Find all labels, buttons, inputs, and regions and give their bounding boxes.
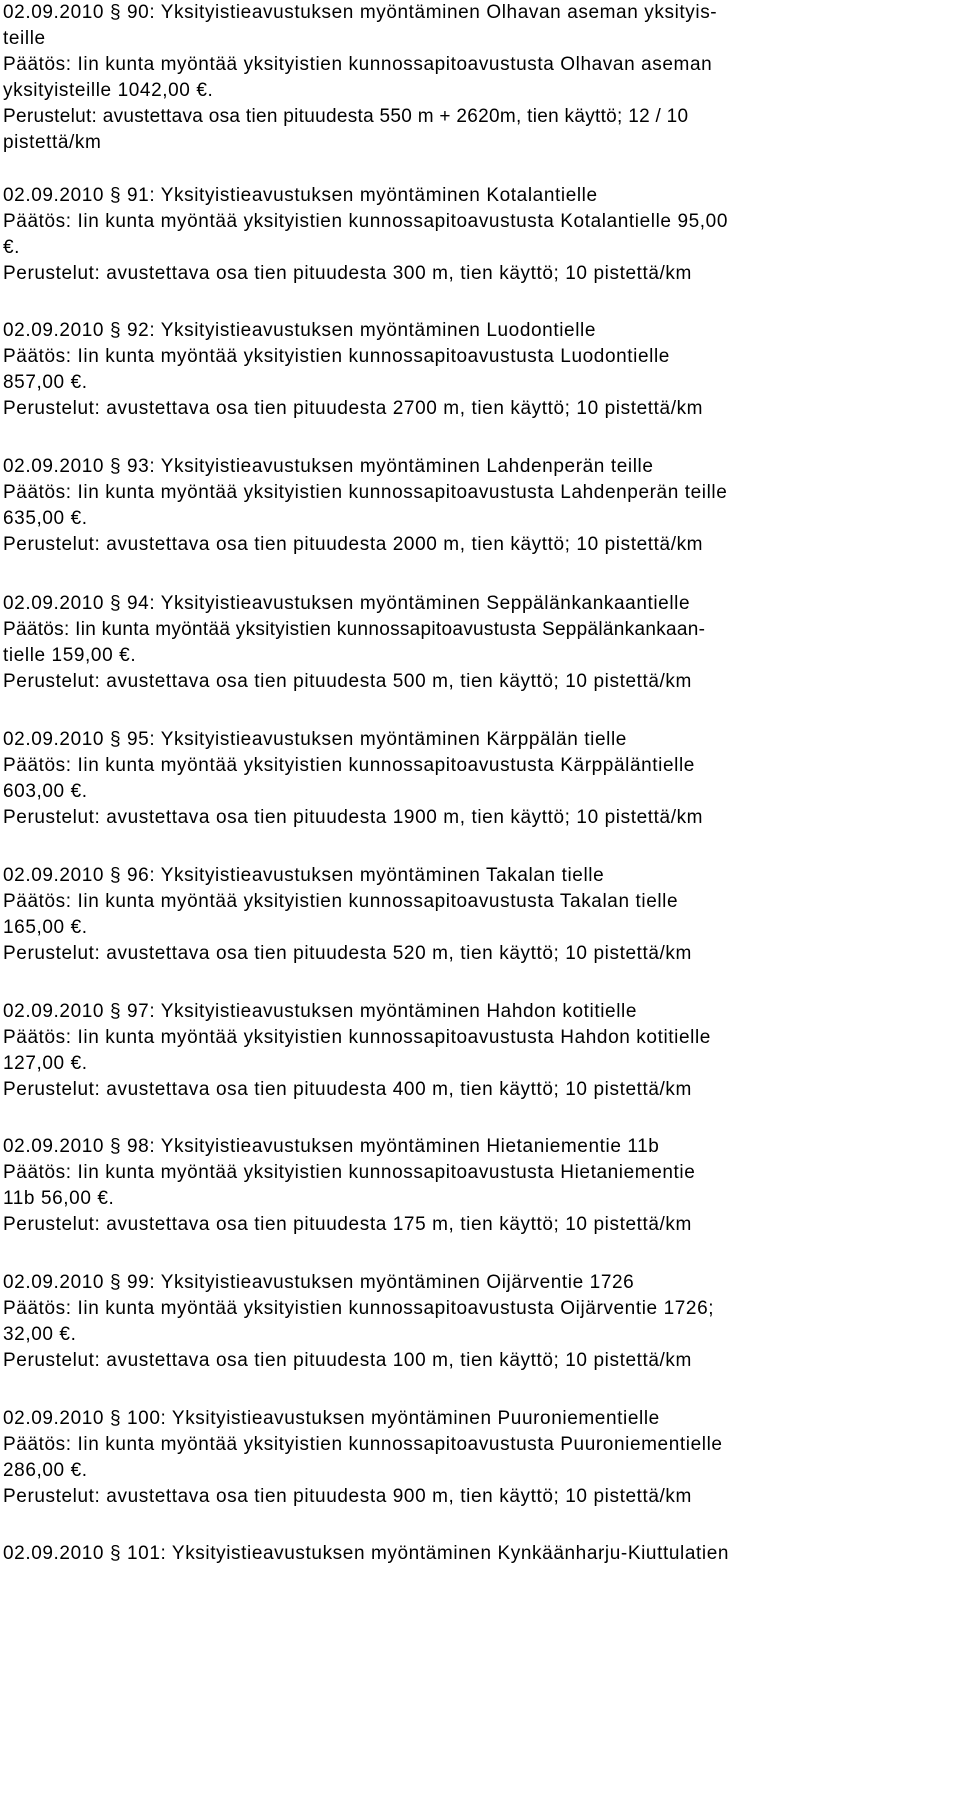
entry-heading: 02.09.2010 § 91: Yksityistieavustuksen myöntäminen Kotalantielle — [3, 185, 598, 206]
decision-entry-95 — [3, 727, 703, 831]
decision-entry-92 — [3, 318, 703, 422]
entry-decision-continued: 286,00 €. — [3, 1460, 88, 1481]
entry-heading: 02.09.2010 § 94: Yksityistieavustuksen myöntäminen Seppälänkankaantielle — [3, 593, 691, 614]
entry-decision: Päätös: Iin kunta myöntää yksityistien kunnossapitoavustusta Lahdenperän teille — [3, 482, 728, 503]
entry-reasoning: Perustelut: avustettava osa tien pituudesta 550 m + 2620m, tien käyttö; 12 / 10 — [3, 106, 689, 127]
entry-reasoning: Perustelut: avustettava osa tien pituudesta 900 m, tien käyttö; 10 pistettä/km — [3, 1486, 692, 1507]
entry-heading-continued: teille — [3, 28, 46, 49]
entry-decision-continued: tielle 159,00 €. — [3, 645, 137, 666]
entry-heading: 02.09.2010 § 90: Yksityistieavustuksen myöntäminen Olhavan aseman yksityis- — [3, 2, 718, 23]
entry-reasoning: Perustelut: avustettava osa tien pituudesta 2700 m, tien käyttö; 10 pistettä/km — [3, 398, 704, 419]
entry-decision-continued: 165,00 €. — [3, 917, 88, 938]
decision-entry-94 — [3, 591, 705, 695]
entry-reasoning: Perustelut: avustettava osa tien pituudesta 175 m, tien käyttö; 10 pistettä/km — [3, 1214, 692, 1235]
entry-heading: 02.09.2010 § 99: Yksityistieavustuksen myöntäminen Oijärventie 1726 — [3, 1272, 635, 1293]
decision-entry-98 — [3, 1134, 695, 1238]
entry-decision-continued: 11b 56,00 €. — [3, 1188, 115, 1209]
entry-heading: 02.09.2010 § 98: Yksityistieavustuksen myöntäminen Hietaniementie 11b — [3, 1136, 660, 1157]
entry-decision: Päätös: Iin kunta myöntää yksityistien kunnossapitoavustusta Seppälänkankaan- — [3, 619, 706, 640]
entry-decision-continued: 127,00 €. — [3, 1053, 88, 1074]
entry-decision: Päätös: Iin kunta myöntää yksityistien kunnossapitoavustusta Hietaniementie — [3, 1162, 696, 1183]
entry-reasoning: Perustelut: avustettava osa tien pituudesta 300 m, tien käyttö; 10 pistettä/km — [3, 263, 692, 284]
entry-heading: 02.09.2010 § 101: Yksityistieavustuksen myöntäminen Kynkäänharju-Kiuttulatien — [3, 1543, 730, 1564]
entry-decision-continued: €. — [3, 237, 21, 258]
entry-decision: Päätös: Iin kunta myöntää yksityistien kunnossapitoavustusta Puuroniementielle — [3, 1434, 723, 1455]
entry-heading: 02.09.2010 § 93: Yksityistieavustuksen myöntäminen Lahdenperän teille — [3, 456, 654, 477]
entry-decision-continued: 32,00 €. — [3, 1324, 77, 1345]
entry-heading: 02.09.2010 § 95: Yksityistieavustuksen myöntäminen Kärppälän tielle — [3, 729, 627, 750]
decision-entry-93 — [3, 454, 727, 558]
entry-reasoning: Perustelut: avustettava osa tien pituudesta 1900 m, tien käyttö; 10 pistettä/km — [3, 807, 704, 828]
entry-heading: 02.09.2010 § 97: Yksityistieavustuksen myöntäminen Hahdon kotitielle — [3, 1001, 638, 1022]
decision-entry-100 — [3, 1406, 723, 1510]
decision-entry-90 — [3, 0, 717, 156]
entry-decision-continued: 635,00 €. — [3, 508, 88, 529]
decision-entry-101 — [3, 1541, 729, 1567]
entry-reasoning: Perustelut: avustettava osa tien pituudesta 100 m, tien käyttö; 10 pistettä/km — [3, 1350, 692, 1371]
decision-entry-97 — [3, 999, 711, 1103]
entry-decision: Päätös: Iin kunta myöntää yksityistien kunnossapitoavustusta Takalan tielle — [3, 891, 679, 912]
entry-decision: Päätös: Iin kunta myöntää yksityistien kunnossapitoavustusta Kärppäläntielle — [3, 755, 695, 776]
entry-reasoning: Perustelut: avustettava osa tien pituudesta 520 m, tien käyttö; 10 pistettä/km — [3, 943, 692, 964]
entry-heading: 02.09.2010 § 100: Yksityistieavustuksen myöntäminen Puuroniementielle — [3, 1408, 660, 1429]
entry-decision-continued: 603,00 €. — [3, 781, 88, 802]
entry-heading: 02.09.2010 § 92: Yksityistieavustuksen myöntäminen Luodontielle — [3, 320, 597, 341]
entry-heading: 02.09.2010 § 96: Yksityistieavustuksen myöntäminen Takalan tielle — [3, 865, 605, 886]
entry-decision: Päätös: Iin kunta myöntää yksityistien kunnossapitoavustusta Kotalantielle 95,00 — [3, 211, 729, 232]
entry-reasoning: Perustelut: avustettava osa tien pituudesta 400 m, tien käyttö; 10 pistettä/km — [3, 1079, 692, 1100]
entry-decision-continued: yksityisteille 1042,00 €. — [3, 80, 214, 101]
entry-reasoning: Perustelut: avustettava osa tien pituudesta 500 m, tien käyttö; 10 pistettä/km — [3, 671, 692, 692]
entry-reasoning: Perustelut: avustettava osa tien pituudesta 2000 m, tien käyttö; 10 pistettä/km — [3, 534, 704, 555]
entry-reasoning-continued: pistettä/km — [3, 132, 102, 153]
entry-decision-continued: 857,00 €. — [3, 372, 88, 393]
entry-decision: Päätös: Iin kunta myöntää yksityistien kunnossapitoavustusta Olhavan aseman — [3, 54, 713, 75]
decision-entry-99 — [3, 1270, 714, 1374]
decision-entry-91 — [3, 183, 728, 287]
decision-entry-96 — [3, 863, 692, 967]
entry-decision: Päätös: Iin kunta myöntää yksityistien kunnossapitoavustusta Luodontielle — [3, 346, 670, 367]
entry-decision: Päätös: Iin kunta myöntää yksityistien kunnossapitoavustusta Oijärventie 1726; — [3, 1298, 715, 1319]
entry-decision: Päätös: Iin kunta myöntää yksityistien kunnossapitoavustusta Hahdon kotitielle — [3, 1027, 711, 1048]
